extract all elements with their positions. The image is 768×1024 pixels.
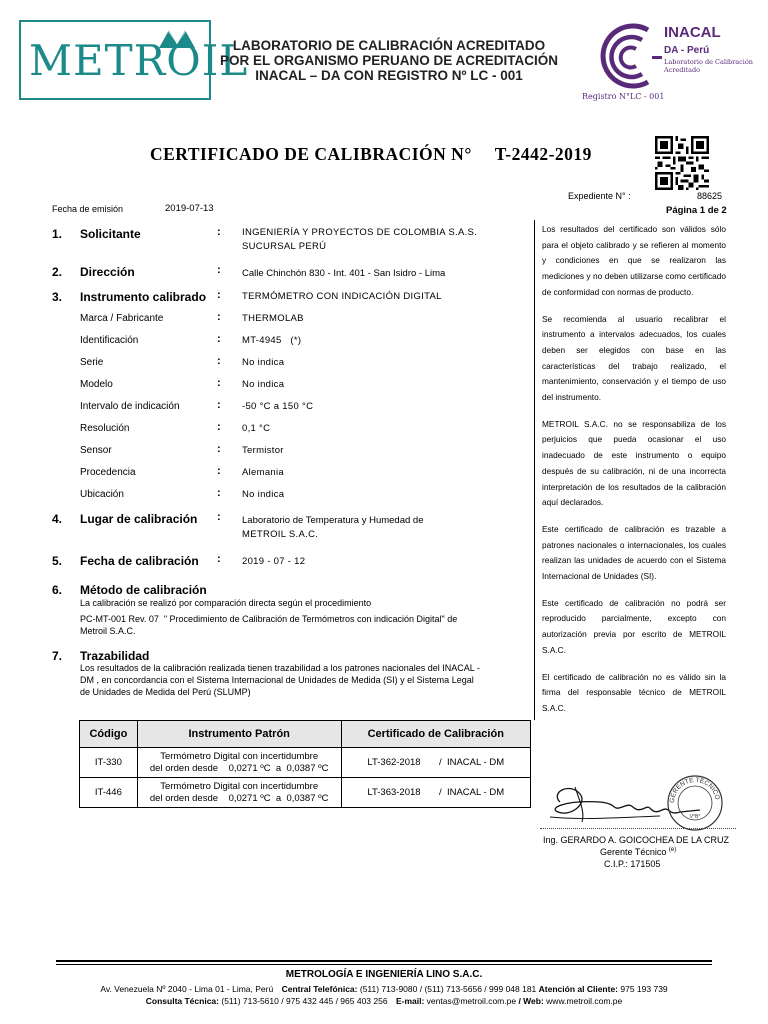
footer-rule-thin	[56, 964, 712, 965]
desc-cell	[137, 748, 341, 778]
note: Se recomienda al usuario recalibrar el instrumento a intervalos adecuados, los cuales deben ser elegidos con base en las características del trabajo realizado, el mantenimiento, conservación y el tiempo de uso del instrumento.	[542, 313, 726, 403]
intervalo-value: -50 °C a 150 °C	[242, 401, 314, 412]
logo-text: METROIL	[29, 36, 249, 85]
inacal-registro: Registro N°LC - 001	[582, 92, 665, 101]
modelo-value: No indica	[242, 379, 285, 390]
metodo-text2: PC-MT-001 Rev. 07 " Procedimiento de Calibración de Termómetros con indicación Digital" de	[80, 614, 458, 624]
desc-line1: Termómetro Digital con incertidumbre	[160, 750, 319, 762]
desc-cell	[137, 778, 341, 808]
lugar-label: Lugar de calibración	[80, 512, 198, 526]
marca-value: THERMOLAB	[242, 313, 304, 324]
identificacion-value: MT-4945 (*)	[242, 335, 302, 346]
identificacion-label: Identificación	[80, 335, 139, 346]
resolucion-label: Resolución	[80, 423, 130, 434]
field-num: 1.	[52, 227, 63, 241]
metodo-text3: Metroil S.A.C.	[80, 626, 136, 636]
procedencia-value: Alemania	[242, 467, 285, 478]
stamp-text: GERENTE TÉCNICO	[668, 776, 721, 804]
footer-line2	[56, 996, 712, 1006]
footer-address: Av. Venezuela Nº 2040 - Lima 01 - Lima, Perú	[100, 984, 274, 994]
colon: :	[217, 333, 221, 345]
direccion-value: Calle Chinchón 830 - Int. 401 - San Isidro - Lima	[242, 268, 446, 279]
table-row	[80, 748, 531, 778]
signer-cip: C.I.P.: 171505	[604, 859, 661, 869]
qr-code-icon	[654, 136, 710, 190]
field-num: 6.	[52, 583, 63, 597]
serie-value: No indica	[242, 357, 285, 368]
footer-central-label: Central Telefónica:	[281, 984, 358, 994]
stamp-vb: V°B°	[689, 814, 701, 820]
footer-consulta-label: Consulta Técnica:	[145, 996, 219, 1006]
colon: :	[217, 487, 221, 499]
direccion-label: Dirección	[80, 265, 135, 279]
footer-rule	[56, 960, 712, 962]
colon: :	[217, 377, 221, 389]
column-header: Instrumento Patrón	[137, 721, 341, 748]
colon: :	[217, 443, 221, 455]
instrumento-label: Instrumento calibrado	[80, 290, 207, 304]
marca-label: Marca / Fabricante	[80, 313, 164, 324]
footer-line1	[56, 984, 712, 994]
trazabilidad-label: Trazabilidad	[80, 649, 150, 663]
code-cell: IT-446	[80, 778, 138, 808]
colon: :	[217, 511, 221, 523]
field-num: 2.	[52, 265, 63, 279]
footer-company: METROLOGÍA E INGENIERÍA LINO S.A.C.	[285, 969, 483, 980]
colon: :	[217, 264, 221, 276]
colon: :	[217, 311, 221, 323]
fecha-label: Fecha de calibración	[80, 554, 199, 568]
trazabilidad-text2: DM , en concordancia con el Sistema Internacional de Unidades de Medida (SI) y el Sistema Legal	[80, 675, 474, 685]
footer-consulta-value: (511) 713-5610 / 975 432 445 / 965 403 256	[221, 996, 388, 1006]
lugar-value1: Laboratorio de Temperatura y Humedad de	[242, 515, 424, 526]
certificate-title	[150, 144, 592, 165]
column-header: Código	[80, 721, 138, 748]
desc-line2: del orden desde 0,0271 ºC a 0,0387 ºC	[149, 792, 329, 804]
signer-role-text: Gerente Técnico	[600, 847, 667, 857]
expediente-label: Expediente N° :	[568, 191, 631, 201]
cert-cell: LT-363-2018 / INACAL - DM	[341, 778, 530, 808]
field-num: 4.	[52, 512, 63, 526]
desc-line2: del orden desde 0,0271 ºC a 0,0387 ºC	[149, 762, 329, 774]
intervalo-label: Intervalo de indicación	[80, 401, 180, 412]
field-num: 5.	[52, 554, 63, 568]
notes-column	[542, 222, 726, 728]
serie-label: Serie	[80, 357, 104, 368]
sensor-label: Sensor	[80, 445, 112, 456]
inacal-name: INACAL	[664, 24, 721, 41]
note: Este certificado de calibración no podrá ser reproducido parcialmente, excepto con autorización previa por escrito de METROIL S.A.C.	[542, 597, 726, 655]
column-divider	[534, 220, 535, 720]
modelo-label: Modelo	[80, 379, 113, 390]
footer-central-value: (511) 713-9080 / (511) 713-5656 / 999 048 181	[359, 984, 537, 994]
sensor-value: Termistor	[242, 445, 284, 456]
inacal-da: DA - Perú	[664, 45, 710, 56]
colon: :	[217, 355, 221, 367]
table-header-row	[80, 721, 531, 748]
metodo-text1: La calibración se realizó por comparación directa según el procedimiento	[80, 598, 372, 608]
resolucion-value: 0,1 °C	[242, 423, 271, 434]
expediente-value: 88625	[697, 191, 723, 201]
ubicacion-label: Ubicación	[80, 489, 124, 500]
solicitante-value1: INGENIERÍA Y PROYECTOS DE COLOMBIA S.A.S.	[242, 227, 478, 238]
column-header: Certificado de Calibración	[341, 721, 530, 748]
footer-atencion-value: 975 193 739	[620, 984, 668, 994]
fecha-value: 2019 - 07 - 12	[242, 556, 306, 567]
gerente-tecnico-stamp	[666, 774, 724, 832]
colon: :	[217, 399, 221, 411]
table-row	[80, 778, 531, 808]
cert-cell: LT-362-2018 / INACAL - DM	[341, 748, 530, 778]
inacal-sub2: Acreditado	[664, 66, 701, 74]
signature-line	[540, 828, 736, 829]
field-num: 7.	[52, 649, 63, 663]
certificate-number: T-2442-2019	[494, 144, 592, 164]
footer-web-label: / Web:	[518, 996, 544, 1006]
inacal-sub1: Laboratorio de Calibración	[664, 58, 753, 66]
signer-role-mark: (e)	[668, 847, 677, 853]
solicitante-label: Solicitante	[80, 227, 141, 241]
instrumento-value: TERMÓMETRO CON INDICACIÓN DIGITAL	[242, 291, 442, 302]
metroil-logo	[19, 20, 249, 100]
certificate-title-text: CERTIFICADO DE CALIBRACIÓN N°	[150, 144, 472, 164]
desc-line1: Termómetro Digital con incertidumbre	[160, 780, 319, 792]
note: El certificado de calibración no es válido sin la firma del responsable técnico de METROIL S.A.C.	[542, 671, 726, 713]
patron-table	[79, 720, 531, 808]
colon: :	[217, 465, 221, 477]
footer-email-label: E-mail:	[395, 996, 425, 1006]
trazabilidad-text1: Los resultados de la calibración realizada tienen trazabilidad a los patrones nacionales del INACAL -	[80, 663, 480, 673]
procedencia-label: Procedencia	[80, 467, 136, 478]
emision-label: Fecha de emisión	[52, 204, 124, 214]
note: METROIL S.A.C. no se responsabiliza de los perjuicios que pueda ocasionar el uso inadecuado de este instrumento o equipo después de su calibración, ni de una incorrecta interpretación de los resultados de la calibración aquí declarados.	[542, 418, 726, 508]
lugar-value2: METROIL S.A.C.	[242, 529, 319, 540]
signer-role	[600, 847, 676, 857]
ubicacion-value: No indica	[242, 489, 285, 500]
colon: :	[217, 421, 221, 433]
footer-web-value[interactable]: www.metroil.com.pe	[546, 996, 623, 1006]
footer-email-value[interactable]: ventas@metroil.com.pe	[426, 996, 517, 1006]
trazabilidad-text3: de Unidades de Medida del Perú (SLUMP)	[80, 687, 251, 697]
metodo-label: Método de calibración	[80, 583, 207, 597]
code-cell: IT-330	[80, 748, 138, 778]
page-number: Página 1 de 2	[666, 205, 727, 216]
footer-atencion-label: Atención al Cliente:	[538, 984, 619, 994]
colon: :	[217, 553, 221, 565]
field-num: 3.	[52, 290, 63, 304]
lab-title: LABORATORIO DE CALIBRACIÓN ACREDITADO POR EL ORGANISMO PERUANO DE ACREDITACIÓN INACAL – DA CON REGISTRO Nº LC - 001	[219, 38, 559, 83]
note: Este certificado de calibración es trazable a patrones nacionales o internacionales, los cuales realizan las unidades de acuerdo con el Sistema Internacional de Unidades (SI).	[542, 523, 726, 582]
solicitante-value2: SUCURSAL PERÚ	[242, 241, 327, 252]
colon: :	[217, 289, 221, 301]
emision-value: 2019-07-13	[165, 203, 214, 214]
signer-name: Ing. GERARDO A. GOICOCHEA DE LA CRUZ	[543, 835, 730, 845]
note: Los resultados del certificado son válidos sólo para el objeto calibrado y se refieren al momento y condiciones en que se realizaron las mediciones y no deben utilizarse como certificado de conformidad con normas de producto.	[542, 224, 726, 297]
colon: :	[217, 226, 221, 238]
